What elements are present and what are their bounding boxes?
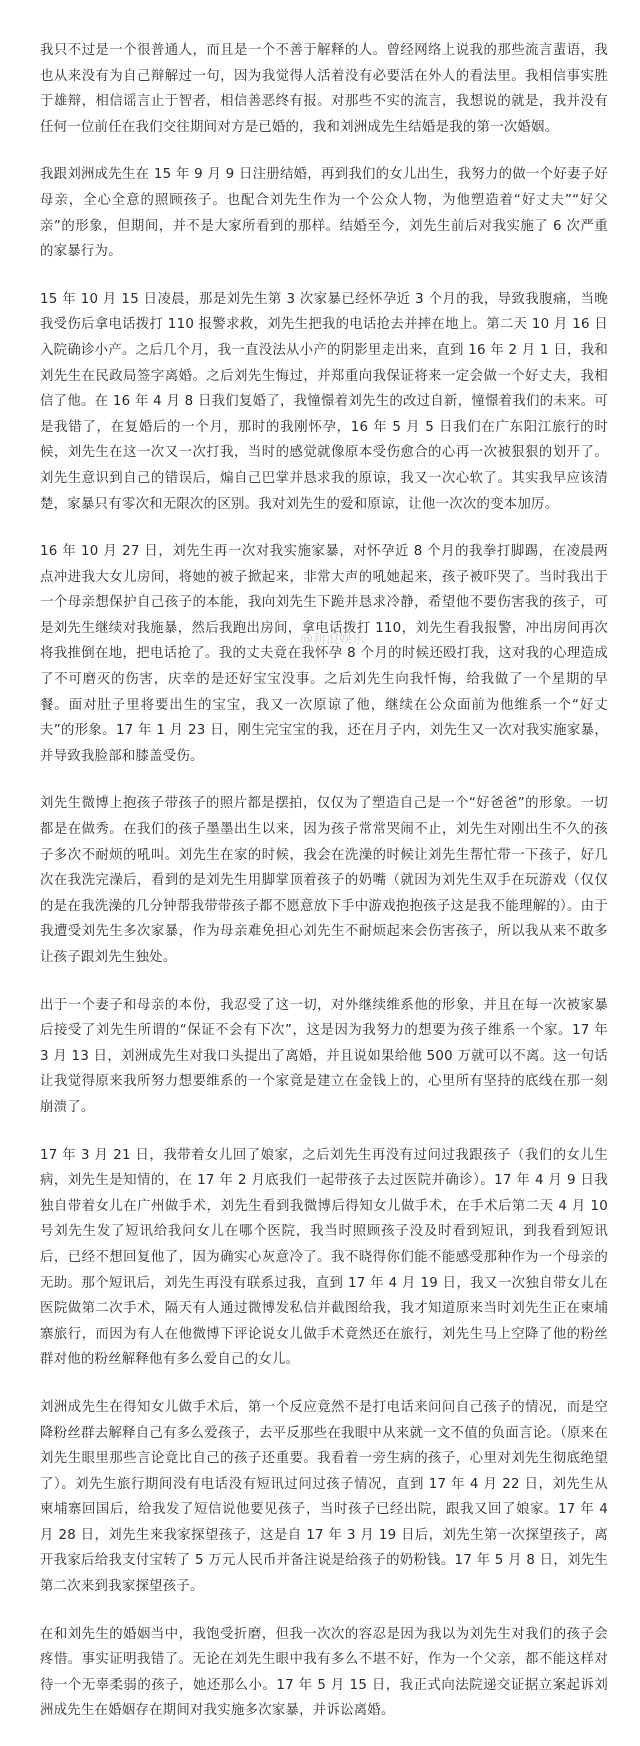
paragraph-daughter-surgery: 17 年 3 月 21 日，我带着女儿回了娘家，之后刘先生再没有过问过我跟孩子（我们的女儿生病，刘先生是知情的，在 17 年 2 月底我们一起带孩子去过医院并确诊）。17 年 4 月 9 日我独自带着女儿在广州做手术，刘先生看到我微博后得知女儿做手术，在手术后第二天 4 月 10 号刘先生发了短讯给我问女儿在哪个医院，我当时照顾孩子没及时看到短讯，到我看到短讯后，已经不想回复他了，因为确实心灰意冷了。我不晓得你们能不能感受那种作为一个母亲的无助。那个短讯后，刘先生再没有联系过我，直到 17 年 4 月 19 日，我又一次独自带女儿在医院做第二次手术，隔天有人通过微博发私信并截图给我，我才知道原来当时刘先生正在柬埔寨旅行，而因为有人在他微博下评论说女儿做手术竟然还在旅行，刘先生马上空降了他的粉丝群对他的粉丝解释他有多么爱自己的女儿。 xyxy=(40,1147,608,1368)
paragraph-fan-group: 刘洲成先生在得知女儿做手术后，第一个反应竟然不是打电话来问问自己孩子的情况，而是空降粉丝群去解释自己有多么爱孩子，去平反那些在我眼中从来就一文不值的负面言论。（原来在刘先生眼里那些言论竟比自己的孩子还重要。我看着一旁生病的孩子，心里对刘先生彻底绝望了）。刘先生旅行期间没有电话没有短讯过问过孩子情况，直到 17 年 4 月 22 日，刘先生从柬埔寨回国后，给我发了短信说他要见孩子，当时孩子已经出院，跟我又回了娘家。17 年 4 月 28 日，刘先生来我家探望孩子，这是自 17 年 3 月 19 日后，刘先生第一次探望孩子，离开我家后给我支付宝转了 5 万元人民币并备注说是给孩子的奶粉钱。17 年 5 月 8 日，刘先生第二次来到我家探望孩子。 xyxy=(40,1399,608,1595)
watermark: @新浪娱乐 xyxy=(300,632,366,647)
paragraph-2015-incident: 15 年 10 月 15 日凌晨，那是刘先生第 3 次家暴已经怀孕近 3 个月的我，导致我腹痛，当晚我受伤后拿电话拨打 110 报警求救，刘先生把我的电话抢去并摔在地上。第二天 10 月 16 日入院确诊小产。之后几个月，我一直没法从小产的阴影里走出来，直到 16 年 2 月 1 日，我和刘先生在民政局签字离婚。之后刘先生悔过，并郑重向我保证将来一定会做一个好丈夫，我相信了他。在 16 年 4 月 8 日我们复婚了，我憧憬着刘先生的改过自新，憧憬着我们的未来。可是我错了，在复婚后的一个月，那时的我刚怀孕，16 年 5 月 5 日我们在广东阳江旅行的时候，刘先生在这一次又一次打我，当时的感觉就像原本受伤愈合的心再一次被狠狠的划开了。刘先生意识到自己的错误后，煽自己巴掌并恳求我的原谅，我又一次心软了。其实我早应该清楚，家暴只有零次和无限次的区别。我对刘先生的爱和原谅，让他一次次的变本加厉。 xyxy=(40,291,608,512)
paragraph-2016-incident: 16 年 10 月 27 日，刘先生再一次对我实施家暴，对怀孕近 8 个月的我拳打脚踢，在凌晨两点冲进我大女儿房间，将她的被子掀起来，非常大声的吼她起来，孩子被吓哭了。当时我出于一个母亲想保护自己孩子的本能，我向刘先生下跪并恳求冷静，希望他不要伤害我的孩子，可是刘先生继续对我施暴，然后我跑出房间，拿电话拨打 110，刘先生看我报警，冲出房间再次将我推倒在地，把电话抢了。我的丈夫竟在我怀孕 8 个月的时候还殴打我，这对我的心理造成了不可磨灭的伤害，庆幸的是还好宝宝没事。之后刘先生向我忏悔，给我做了一个星期的早餐。面对肚子里将要出生的宝宝，我又一次原谅了他，继续在公众面前为他维系一个“好丈夫”的形象。17 年 1 月 23 日，刚生完宝宝的我，还在月子内，刘先生又一次对我实施家暴，并导致我脸部和膝盖受伤。 xyxy=(40,544,608,764)
paragraph-marriage: 我跟刘洲成先生在 15 年 9 月 9 日注册结婚，再到我们的女儿出生，我努力的做一个好妻子好母亲，全心全意的照顾孩子。也配合刘先生作为一个公众人物，为他塑造着“好丈夫”“好父亲”的形象，但期间，并不是大家所看到的那样。结婚至今，刘先生前后对我实施了 6 次严重的家暴行为。 xyxy=(40,167,608,260)
paragraph-weibo-photos: 刘先生微博上抱孩子带孩子的照片都是摆拍，仅仅为了塑造自己是一个“好爸爸”的形象。一切都是在做秀。在我们的孩子墨墨出生以来，因为孩子常常哭闹不止，刘先生对刚出生不久的孩子多次不耐烦的吼叫。刘先生在家的时候，我会在洗澡的时候让刘先生帮忙带一下孩子，好几次在我洗完澡后，看到的是刘先生用脚掌顶着孩子的奶嘴（就因为刘先生双手在玩游戏（仅仅的是在我洗澡的几分钟帮我带带孩子都不愿意放下手中游戏抱抱孩子这是我不能理解的）。由于我遭受刘先生多次家暴，作为母亲难免担心刘先生不耐烦起来会伤害孩子，所以我从来不敢多让孩子跟刘先生独处。 xyxy=(40,796,608,965)
statement-body xyxy=(40,38,608,1746)
paragraph-divorce-demand: 出于一个妻子和母亲的本份，我忍受了这一切，对外继续维系他的形象，并且在每一次被家暴后接受了刘先生所谓的“保证不会有下次”，这是因为我努力的想要为孩子维系一个家。17 年 3 月 13 日，刘洲成先生对我口头提出了离婚，并且说如果给他 500 万就可以不离。这一句话让我觉得原来我所努力想要维系的一个家竟是建立在金钱上的，心里所有坚持的底线在那一刻崩溃了。 xyxy=(40,997,608,1115)
paragraph-intro: 我只不过是一个很普通人，而且是一个不善于解释的人。曾经网络上说我的那些流言蜚语，我也从来没有为自己辩解过一句，因为我觉得人活着没有必要活在外人的看法里。我相信事实胜于雄辩，相信谣言止于智者，相信善恶终有报。对那些不实的流言，我想说的就是，我并没有任何一位前任在我们交往期间对方是已婚的，我和刘洲成先生结婚是我的第一次婚姻。 xyxy=(40,43,608,135)
paragraph-lawsuit: 在和刘先生的婚姻当中，我饱受折磨，但我一次次的容忍是因为我以为刘先生对我们的孩子会疼惜。事实证明我错了。无论在刘先生眼中我有多么不堪不好，作为一个父亲，都不能这样对待一个无辜柔弱的孩子，她还那么小。17 年 5 月 15 日，我正式向法院递交证据立案起诉刘洲成先生在婚姻存在期间对我实施多次家暴，并诉讼离婚。 xyxy=(40,1626,608,1719)
